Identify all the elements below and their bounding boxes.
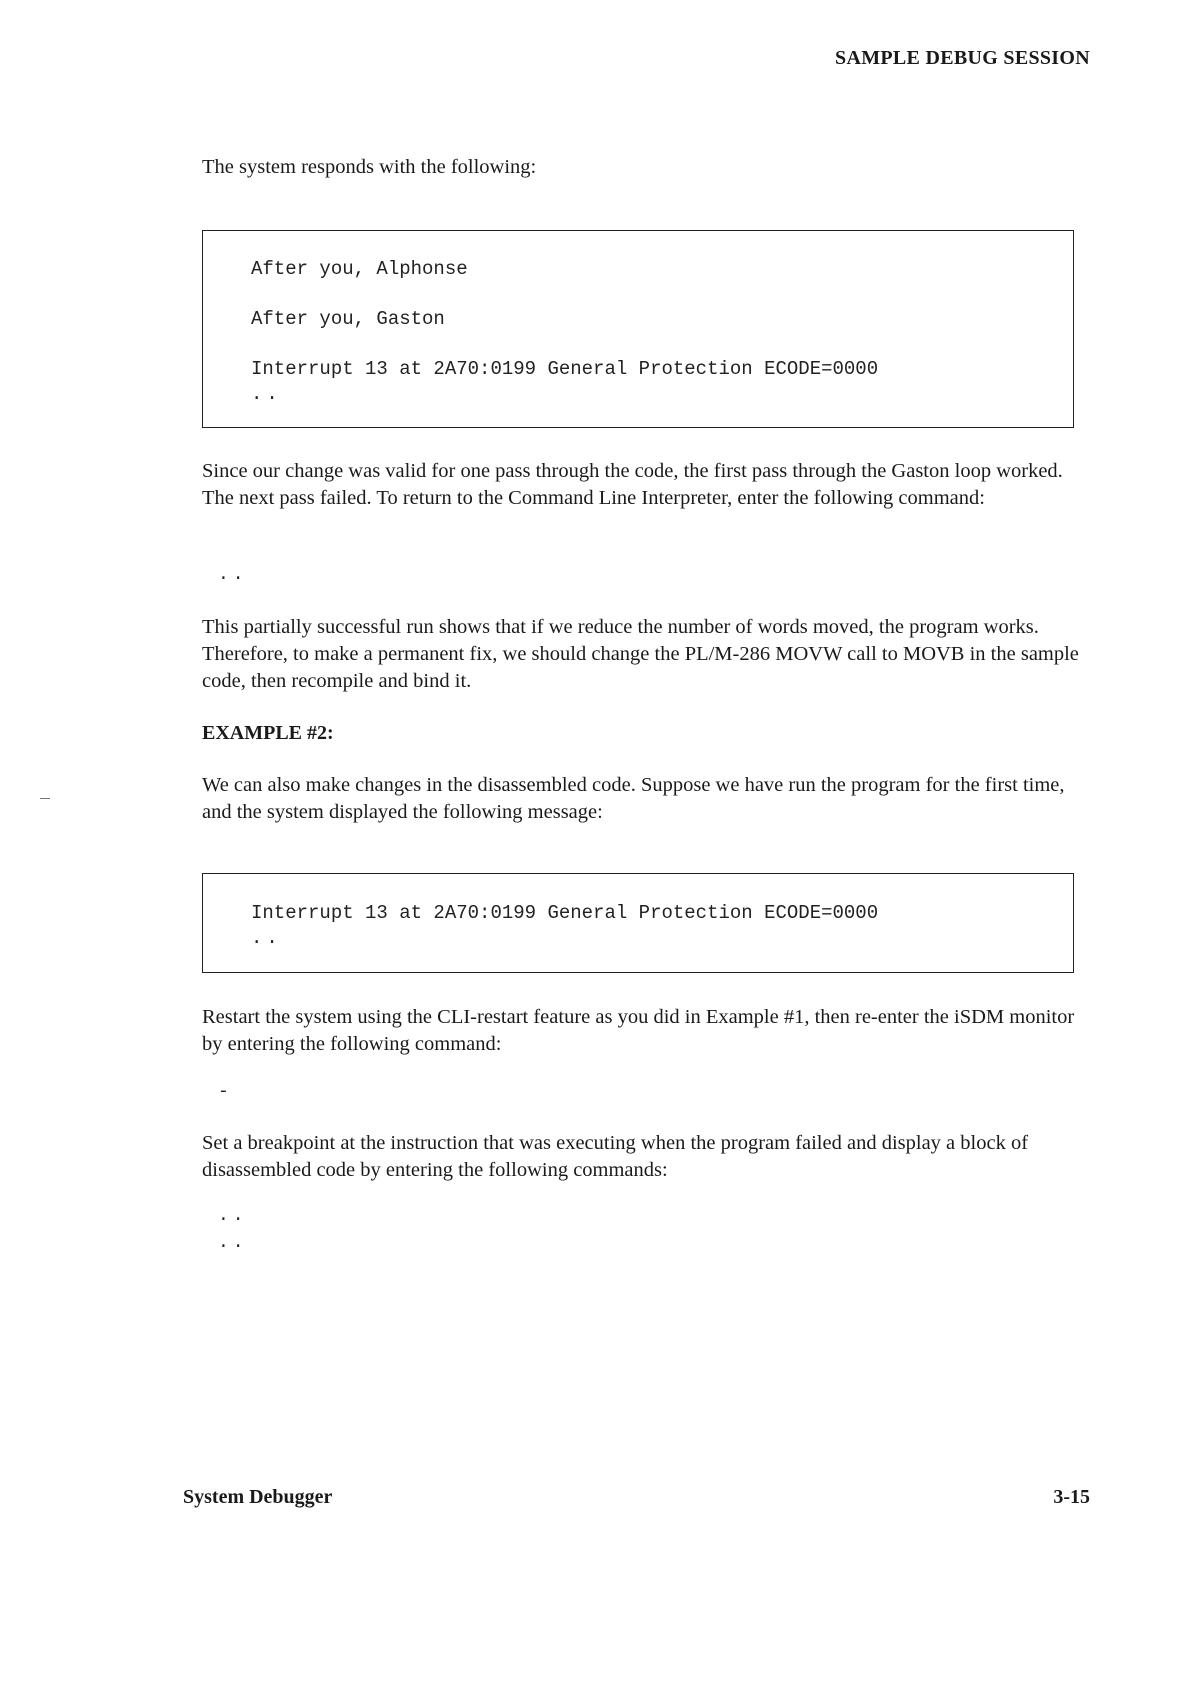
command-line: .. — [218, 1206, 248, 1226]
running-header: SAMPLE DEBUG SESSION — [835, 47, 1090, 69]
code-line: After you, Gaston — [251, 308, 445, 330]
command-line: .. — [218, 565, 248, 585]
footer-title: System Debugger — [183, 1486, 333, 1508]
code-output-box-2 — [202, 873, 1074, 973]
code-line: Interrupt 13 at 2A70:0199 General Protection ECODE=0000 — [251, 358, 879, 380]
example-heading: EXAMPLE #2: — [202, 722, 334, 744]
code-line: .. — [251, 383, 282, 405]
restart-paragraph: Restart the system using the CLI-restart feature as you did in Example #1, then re-enter the iSDM monitor by entering the following command: — [202, 1006, 1075, 1055]
breakpoint-paragraph: Set a breakpoint at the instruction that was executing when the program failed and display a block of disassembled code by entering the following commands: — [202, 1132, 1029, 1181]
command-line: - — [218, 1082, 233, 1102]
margin-mark — [40, 798, 50, 799]
intro-paragraph: The system responds with the following: — [202, 156, 537, 178]
code-output-box-1 — [202, 230, 1074, 428]
since-paragraph: Since our change was valid for one pass through the code, the first pass through the Gaston loop worked. The next pass failed. To return to the Command Line Interpreter, enter the following command: — [202, 460, 1063, 509]
code-line: .. — [251, 927, 282, 949]
page-number: 3-15 — [1053, 1486, 1090, 1508]
code-line: Interrupt 13 at 2A70:0199 General Protection ECODE=0000 — [251, 902, 879, 924]
partial-run-paragraph: This partially successful run shows that if we reduce the number of words moved, the program works. Therefore, to make a permanent fix, we should change the PL/M-286 MOVW call to MOVB in the sample code, then recompile and bind it. — [202, 616, 1079, 692]
command-line: .. — [218, 1233, 248, 1253]
changes-paragraph: We can also make changes in the disassembled code. Suppose we have run the program for the first time, and the system displayed the following message: — [202, 774, 1065, 823]
code-line: After you, Alphonse — [251, 258, 468, 280]
